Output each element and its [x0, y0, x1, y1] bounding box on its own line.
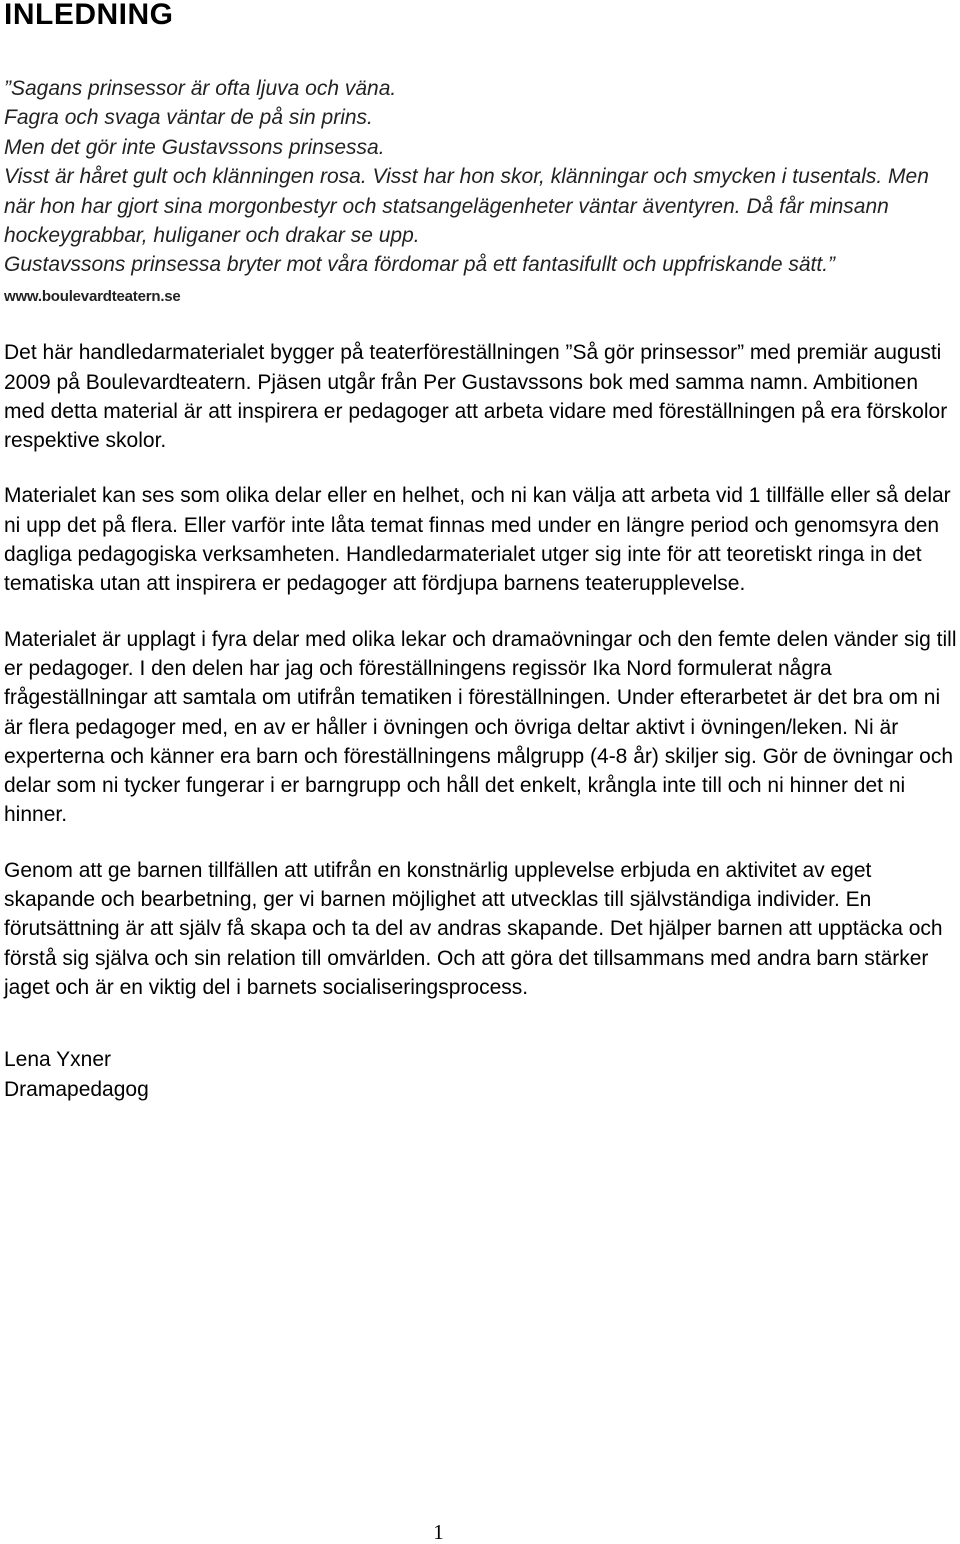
- intro-quote: [4, 74, 960, 311]
- signature-name: Lena Yxner: [4, 1048, 112, 1072]
- paragraph-4: Genom att ge barnen tillfällen att utifrån en konstnärlig upplevelse erbjuda en aktivitet av eget skapande och bearbetning, ger vi barnen möjlighet att utvecklas till självständiga individer. En förutsättning är att själv få skapa och ta del av andras skapande. Det hjälper barnen att upptäcka och förstå sig själva och sin relation till omvärlden. Och att göra det tillsammans med andra barn stärker jaget och är en viktig del i barnets socialiseringsprocess.: [4, 858, 943, 999]
- signature: [4, 1045, 960, 1104]
- signature-title: Dramapedagog: [4, 1077, 149, 1101]
- quote-source-url: www.boulevardteatern.se: [4, 287, 181, 305]
- paragraph-2: Materialet kan ses som olika delar eller en helhet, och ni kan välja att arbeta vid 1 tillfälle eller så delar ni upp det på flera. Eller varför inte låta temat finnas med under en längre period och genomsyra den dagliga pedagogiska verksamheten. Handledarmaterialet utger sig inte för att teoretiskt ringa in det tematiska utan att inspirera er pedagoger att fördjupa barnens teaterupplevelse.: [4, 484, 951, 596]
- page-title: INLEDNING: [4, 0, 174, 31]
- quote-text: ”Sagans prinsessor är ofta ljuva och väna. Fagra och svaga väntar de på sin prins. Men det gör inte Gustavssons prinsessa. Visst är håret gult och klänningen rosa. Visst har hon skor, klänningar och smycken i tusentals. Men när hon har gjort sina morgonbestyr och statsangelägenheter väntar äventyren. Då får minsann hockeygrabbar, huliganer och drakar se upp. Gustavssons prinsessa bryter mot våra fördomar på ett fantasifullt och uppfriskande sätt.”: [4, 77, 929, 277]
- paragraph-3: Materialet är upplagt i fyra delar med olika lekar och dramaövningar och den femte delen vänder sig till er pedagoger. I den delen har jag och föreställningens regissör Ika Nord formulerat några frågeställningar att samtala om utifrån tematiken i föreställningen. Under efterarbetet är det bra om ni är flera pedagoger med, en av er håller i övningen och övriga deltar aktivt i övningen/leken. Ni är experterna och känner era barn och föreställningens målgrupp (4-8 år) skiljer sig. Gör de övningar och delar som ni tycker fungerar i er barngrupp och håll det enkelt, krångla inte till och ni hinner det ni hinner.: [4, 627, 957, 827]
- page-number: 1: [433, 1520, 444, 1544]
- document-page: [4, 0, 960, 1104]
- paragraph-1: Det här handledarmaterialet bygger på teaterföreställningen ”Så gör prinsessor” med premiär augusti 2009 på Boulevardteatern. Pjäsen utgår från Per Gustavssons bok med samma namn. Ambitionen med detta material är att inspirera er pedagoger att arbeta vidare med föreställningen på era förskolor respektive skolor.: [4, 341, 948, 453]
